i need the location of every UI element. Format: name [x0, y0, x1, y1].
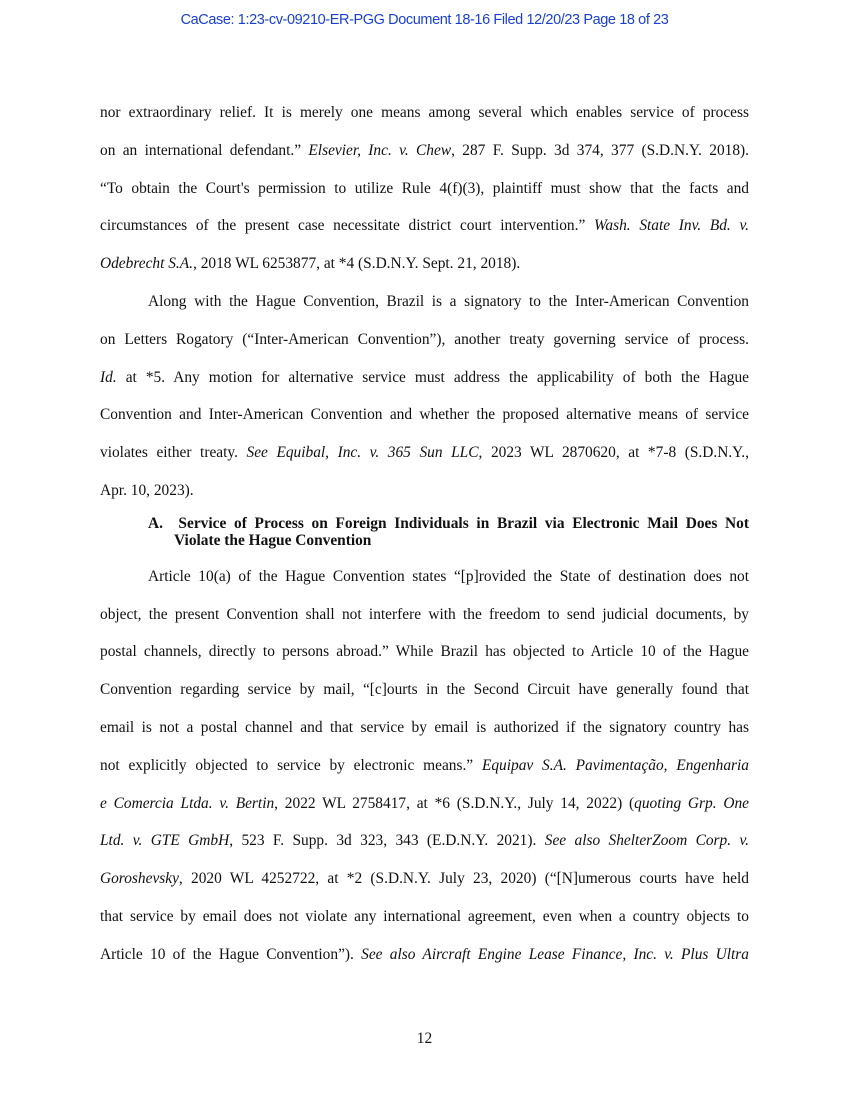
- ecf-header-stamp: CaCase: 1:23-cv-09210-ER-PGG Document 18-16 Filed 12/20/23 Page 18 of 23: [180, 12, 669, 28]
- text-line: Article 10 of the Hague Convention”). See also Aircraft Engine Lease Finance, Inc. v. Plus Ultra: [100, 945, 749, 963]
- text-line: violates either treaty. See Equibal, Inc. v. 365 Sun LLC, 2023 WL 2870620, at *7-8 (S.D.N.Y.,: [100, 444, 749, 462]
- text-line: e Comercia Ltda. v. Bertin, 2022 WL 2758417, at *6 (S.D.N.Y., July 14, 2022) (quoting Grp. One: [100, 794, 750, 812]
- text-line: email is not a postal channel and that service by email is authorized if the signatory country has: [100, 718, 749, 736]
- text-line: “To obtain the Court's permission to utilize Rule 4(f)(3), plaintiff must show that the facts and: [100, 179, 749, 197]
- section-heading-line-1: [148, 515, 749, 533]
- text-line: on an international defendant.” Elsevier, Inc. v. Chew, 287 F. Supp. 3d 374, 377 (S.D.N.Y. 2018).: [100, 141, 749, 159]
- text-line: Apr. 10, 2023).: [100, 481, 194, 499]
- section-heading-text: Service of Process on Foreign Individuals in Brazil via Electronic Mail Does Not: [178, 514, 749, 532]
- text-line: Along with the Hague Convention, Brazil is a signatory to the Inter-American Convention: [148, 292, 749, 310]
- page-number: 12: [416, 1030, 433, 1047]
- text-line: Goroshevsky, 2020 WL 4252722, at *2 (S.D.N.Y. July 23, 2020) (“[N]umerous courts have held: [100, 870, 749, 888]
- text-line: Ltd. v. GTE GmbH, 523 F. Supp. 3d 323, 343 (E.D.N.Y. 2021). See also ShelterZoom Corp. v.: [100, 832, 750, 850]
- text-line: nor extraordinary relief. It is merely one means among several which enables service of process: [100, 104, 749, 121]
- text-line: postal channels, directly to persons abroad.” While Brazil has objected to Article 10 of the Hague: [100, 643, 749, 661]
- text-line: Convention and Inter-American Convention and whether the proposed alternative means of service: [100, 406, 749, 424]
- text-line: Odebrecht S.A., 2018 WL 6253877, at *4 (S.D.N.Y. Sept. 21, 2018).: [100, 255, 521, 273]
- text-line: Convention regarding service by mail, “[c]ourts in the Second Circuit have generally found that: [100, 681, 749, 699]
- section-heading-line-2: Violate the Hague Convention: [174, 532, 372, 550]
- text-line: that service by email does not violate any international agreement, even when a country objects to: [100, 907, 749, 925]
- section-heading-label: A.: [148, 514, 163, 532]
- text-line: object, the present Convention shall not interfere with the freedom to send judicial documents, by: [100, 605, 749, 623]
- document-body: [100, 94, 749, 974]
- section-heading: [100, 515, 749, 550]
- text-line: circumstances of the present case necessitate district court intervention.” Wash. State Inv. Bd. v.: [100, 217, 749, 235]
- text-line: on Letters Rogatory (“Inter-American Convention”), another treaty governing service of process.: [100, 330, 749, 348]
- text-line: not explicitly objected to service by electronic means.” Equipav S.A. Pavimentação, Engenharia: [100, 756, 749, 774]
- text-line: Article 10(a) of the Hague Convention states “[p]rovided the State of destination does not: [148, 567, 749, 585]
- text-line: Id. at *5. Any motion for alternative service must address the applicability of both the Hague: [100, 368, 749, 386]
